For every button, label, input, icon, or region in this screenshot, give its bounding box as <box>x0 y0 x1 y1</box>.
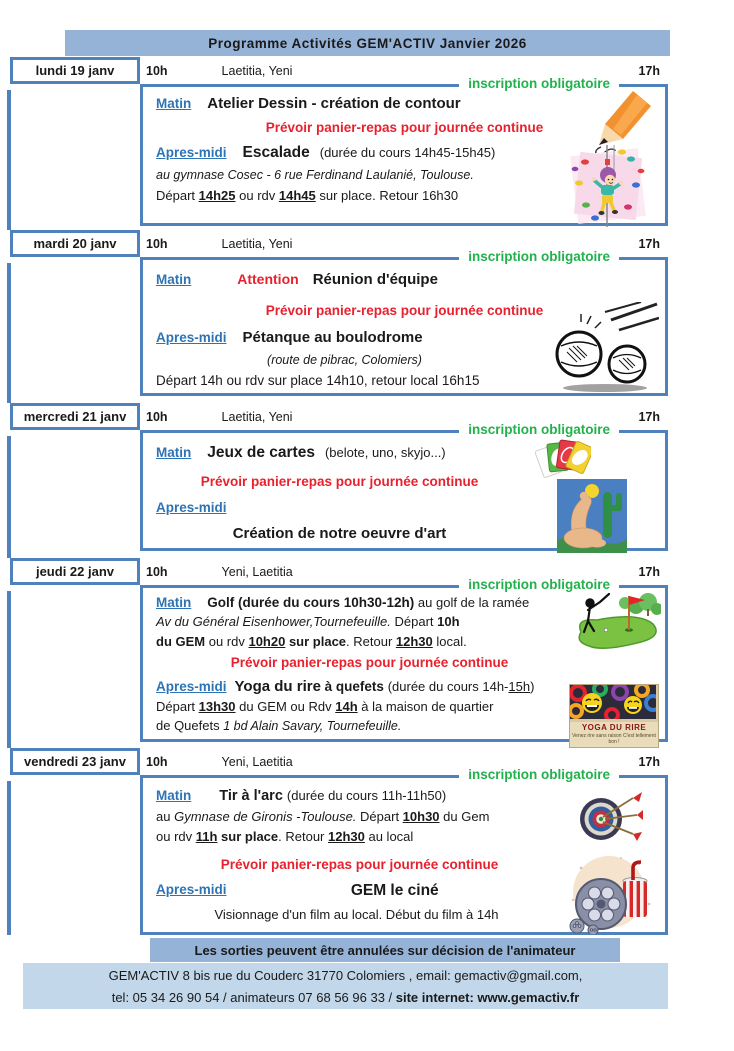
text: ou rdv <box>235 187 279 203</box>
contact-line-1: GEM'ACTIV 8 bis rue du Couderc 31770 Colomiers , email: gemactiv@gmail.com, <box>108 968 583 983</box>
text: au local <box>364 828 414 844</box>
activity-detail: Visionnage d'un film au local. Début du film à 14h <box>214 906 499 922</box>
afternoon-line <box>156 880 557 902</box>
address-line <box>156 613 557 631</box>
text: du GEM <box>156 633 206 649</box>
climbing-kid-image <box>565 145 651 227</box>
end-course-time: 15h <box>508 678 531 694</box>
start-time: 10h <box>146 755 168 769</box>
yoga-caption: YOGA DU RIRE <box>570 722 658 733</box>
morning-line <box>156 786 557 807</box>
inscription-label: inscription obligatoire <box>459 767 619 782</box>
activity-title: Tir à l'arc <box>219 788 287 804</box>
day-label-lundi: lundi 19 janv <box>10 57 140 84</box>
attention-label: Attention <box>237 271 299 287</box>
meet-time: 10h20 <box>248 633 286 649</box>
matin-label: Matin <box>156 595 192 610</box>
activity-duration: (durée du cours 11h-11h50) <box>286 788 447 803</box>
end-time: 17h <box>638 237 660 251</box>
activity-title: Escalade <box>242 144 310 162</box>
meet-time: 11h <box>195 828 218 844</box>
meet-time: 14h45 <box>278 187 316 203</box>
activity-address: 1 bd Alain Savary, Tournefeuille. <box>223 719 402 734</box>
text: Départ <box>390 614 438 630</box>
text: . Retour <box>278 828 328 844</box>
apresmidi-label: Apres-midi <box>156 145 227 161</box>
pencil-icon <box>587 89 657 153</box>
matin-label: Matin <box>156 788 192 803</box>
yoga-subcaption: Venez rire sans raison C'est tellement bon ! <box>570 733 658 747</box>
transport-line <box>156 828 557 847</box>
afternoon-line <box>156 142 557 163</box>
morning-line <box>156 593 557 612</box>
apresmidi-label: Apres-midi <box>156 500 227 515</box>
text: . Retour <box>346 633 396 649</box>
inscription-label: inscription obligatoire <box>459 577 619 592</box>
cinema-reel-image <box>561 854 657 934</box>
text: (durée du cours 14h- <box>387 678 509 694</box>
left-rule <box>7 591 11 748</box>
end-time: 17h <box>638 565 660 579</box>
afternoon-line <box>156 676 557 697</box>
day-content-mercredi <box>140 422 668 551</box>
day-label-mardi: mardi 20 janv <box>10 230 140 257</box>
morning-line <box>156 94 557 115</box>
address-line <box>156 717 557 736</box>
left-rule <box>7 90 11 230</box>
text: ou rdv <box>205 633 249 649</box>
text: Départ <box>156 698 199 714</box>
matin-label: Matin <box>156 96 192 111</box>
inscription-label: inscription obligatoire <box>459 76 619 91</box>
inscription-label: inscription obligatoire <box>459 249 619 264</box>
cancellation-notice: Les sorties peuvent être annulées sur décision de l'animateur <box>150 938 620 962</box>
contact-line-2 <box>23 987 668 1009</box>
activity-address: Av du Général Eisenhower,Tournefeuille. <box>156 614 391 630</box>
left-rule <box>7 781 11 935</box>
morning-line <box>156 270 533 291</box>
text: au <box>156 809 175 825</box>
left-rule <box>7 263 11 403</box>
morning-line <box>156 442 523 463</box>
yoga-du-rire-image <box>569 684 659 748</box>
playing-cards-image <box>535 435 591 485</box>
apresmidi-label: Apres-midi <box>156 882 227 898</box>
yoga-smileys-art <box>570 685 656 719</box>
activity-title: Golf (durée du cours 10h30-12h) <box>207 595 415 610</box>
departure-time: 10h <box>437 614 460 630</box>
end-time: 17h <box>638 64 660 78</box>
end-time: 17h <box>638 755 660 769</box>
transport-line: Départ 14h ou rdv sur place 14h10, retour local 16h15 <box>156 373 480 389</box>
golf-green-image <box>573 590 661 652</box>
day-label-vendredi: vendredi 23 janv <box>10 748 140 775</box>
apresmidi-label: Apres-midi <box>156 678 227 694</box>
meal-notice: Prévoir panier-repas pour journée continue <box>200 474 479 490</box>
afternoon-title: Création de notre oeuvre d'art <box>232 524 447 542</box>
text: Départ <box>156 187 199 203</box>
phone-numbers: tel: 05 34 26 90 54 / animateurs 07 68 56 96 33 / <box>111 990 396 1005</box>
inscription-label: inscription obligatoire <box>459 422 619 437</box>
transport-line <box>156 187 557 205</box>
transport-line <box>156 698 557 716</box>
activity-address: (route de pibrac, Colomiers) <box>267 353 422 367</box>
text: du GEM ou Rdv <box>235 698 336 714</box>
departure-time: 13h30 <box>198 698 236 714</box>
activity-title: Jeux de cartes <box>207 444 315 461</box>
meal-notice: Prévoir panier-repas pour journée continue <box>220 856 499 872</box>
address-line <box>156 808 557 827</box>
matin-label: Matin <box>156 272 192 287</box>
petanque-balls-image <box>547 302 659 394</box>
departure-time: 14h25 <box>198 187 236 203</box>
day-content-vendredi <box>140 767 668 935</box>
return-time: 12h30 <box>328 828 365 844</box>
text: du Gem <box>439 809 490 825</box>
text: de Quefets <box>156 718 224 734</box>
day-content-mardi <box>140 249 668 396</box>
transport-line <box>156 633 557 651</box>
start-time: 10h <box>146 410 168 424</box>
meet-time: 14h <box>335 698 358 714</box>
activity-title: Yoga du rire <box>234 677 321 695</box>
start-time: 10h <box>146 565 168 579</box>
day-content-lundi <box>140 76 668 226</box>
activity-title: Atelier Dessin - création de contour <box>207 95 461 112</box>
apresmidi-label: Apres-midi <box>156 330 227 346</box>
activity-location: à quefets <box>320 678 388 694</box>
activity-title: Pétanque au boulodrome <box>242 329 423 347</box>
activity-location: au golf de la ramée <box>414 595 530 610</box>
staff-names: Laetitia, Yeni <box>221 410 293 424</box>
day-label-mercredi: mercredi 21 janv <box>10 403 140 430</box>
staff-names: Yeni, Laetitia <box>221 565 293 579</box>
activity-detail: (belote, uno, skyjo...) <box>324 445 446 460</box>
day-content-jeudi <box>140 577 668 745</box>
text: sur place <box>217 828 279 844</box>
activity-address: Gymnase de Gironis -Toulouse. <box>174 809 357 825</box>
meal-notice: Prévoir panier-repas pour journée continue <box>265 302 544 318</box>
meal-notice: Prévoir panier-repas pour journée continue <box>230 655 509 671</box>
left-rule <box>7 436 11 558</box>
text: ou rdv <box>156 828 196 844</box>
matin-label: Matin <box>156 445 192 460</box>
website-url: site internet: www.gemactiv.fr <box>395 990 580 1005</box>
activity-title: GEM le ciné <box>350 882 439 900</box>
staff-names: Laetitia, Yeni <box>221 64 293 78</box>
activity-address: au gymnase Cosec - 6 rue Ferdinand Laulanié, Toulouse. <box>156 167 474 182</box>
text: ) <box>530 678 535 694</box>
start-time: 10h <box>146 64 168 78</box>
text: sur place. Retour 16h30 <box>315 187 459 203</box>
departure-time: 10h30 <box>402 809 440 825</box>
return-time: 12h30 <box>395 633 433 649</box>
text: sur place <box>285 633 347 649</box>
text: à la maison de quartier <box>357 698 494 714</box>
page-title: Programme Activités GEM'ACTIV Janvier 2026 <box>65 30 670 56</box>
afternoon-line <box>156 328 533 349</box>
end-time: 17h <box>638 410 660 424</box>
archery-target-image <box>575 790 643 848</box>
text: Départ <box>356 809 403 825</box>
activity-duration: (durée du cours 14h45-15h45) <box>319 145 496 161</box>
day-label-jeudi: jeudi 22 janv <box>10 558 140 585</box>
meal-notice: Prévoir panier-repas pour journée continue <box>265 119 544 135</box>
start-time: 10h <box>146 237 168 251</box>
activity-title: Réunion d'équipe <box>312 271 438 288</box>
staff-names: Yeni, Laetitia <box>221 755 293 769</box>
staff-names: Laetitia, Yeni <box>221 237 293 251</box>
text: local. <box>432 633 467 649</box>
contact-banner <box>23 963 668 1009</box>
artwork-image <box>557 479 627 553</box>
